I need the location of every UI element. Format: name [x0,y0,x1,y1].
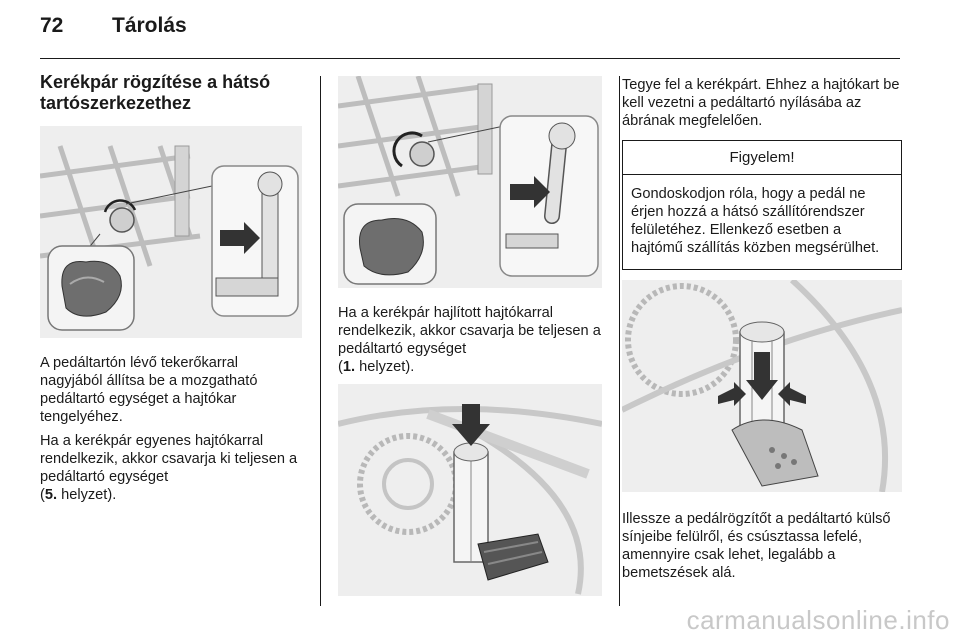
knob-turn-illustration [338,76,602,288]
subsection-heading: Kerékpár rögzítése a hátsó tartószerkezethez [40,72,271,113]
pedal-clamp-illustration [622,280,902,492]
column-divider [320,76,321,606]
header-divider [40,58,900,59]
page-number: 72 [40,14,64,37]
page-header [40,14,900,50]
warning-title: Figyelem! [623,141,901,175]
paragraph-text: helyzet). [57,487,117,503]
paren-open: ( [40,487,45,503]
body-paragraph: A pedáltartón lévő tekerőkarral nagyjából állítsa be a mozgatható pedáltartó egységet a hajtókar tengelyéhez. [40,355,258,425]
warning-text: Gondoskodjon róla, hogy a pedál ne érjen hozzá a hátsó szállítórendszer felületéhez. Ellenkező esetben a hajtómű szállítás közben megsérülhet. [631,186,880,256]
column-divider [619,76,620,606]
paragraph-text: Ha a kerékpár egyenes hajtókarral rendelkezik, akkor csavarja ki teljesen a pedáltartó egységet [40,433,298,485]
position-number: 5. [44,487,58,503]
watermark: carmanualsonline.info [686,605,950,635]
body-paragraph: Tegye fel a kerékpárt. Ehhez a hajtókart be kell vezetni a pedáltartó nyílásába az ábrának megfelelően. [622,77,900,129]
left-column [40,72,302,504]
paren-open: ( [338,359,343,375]
middle-column [338,76,602,596]
warning-box [622,140,902,270]
pedal-insert-illustration [338,384,602,596]
paragraph-text: helyzet). [355,359,415,375]
paragraph-text: Ha a kerékpár hajlított hajtókarral rendelkezik, akkor csavarja be teljesen a pedáltartó egységet [338,305,601,357]
position-number: 1. [342,359,356,375]
section-title: Tárolás [112,14,187,37]
body-paragraph [40,432,302,504]
body-paragraph: Illessze a pedálrögzítőt a pedáltartó külső sínjeibe felülről, és csúsztassa lefelé, amennyire csak lehet, legalább a bemetszések alá. [622,511,891,581]
body-paragraph [338,304,602,376]
knob-adjust-illustration [40,126,302,338]
right-column [622,76,904,582]
